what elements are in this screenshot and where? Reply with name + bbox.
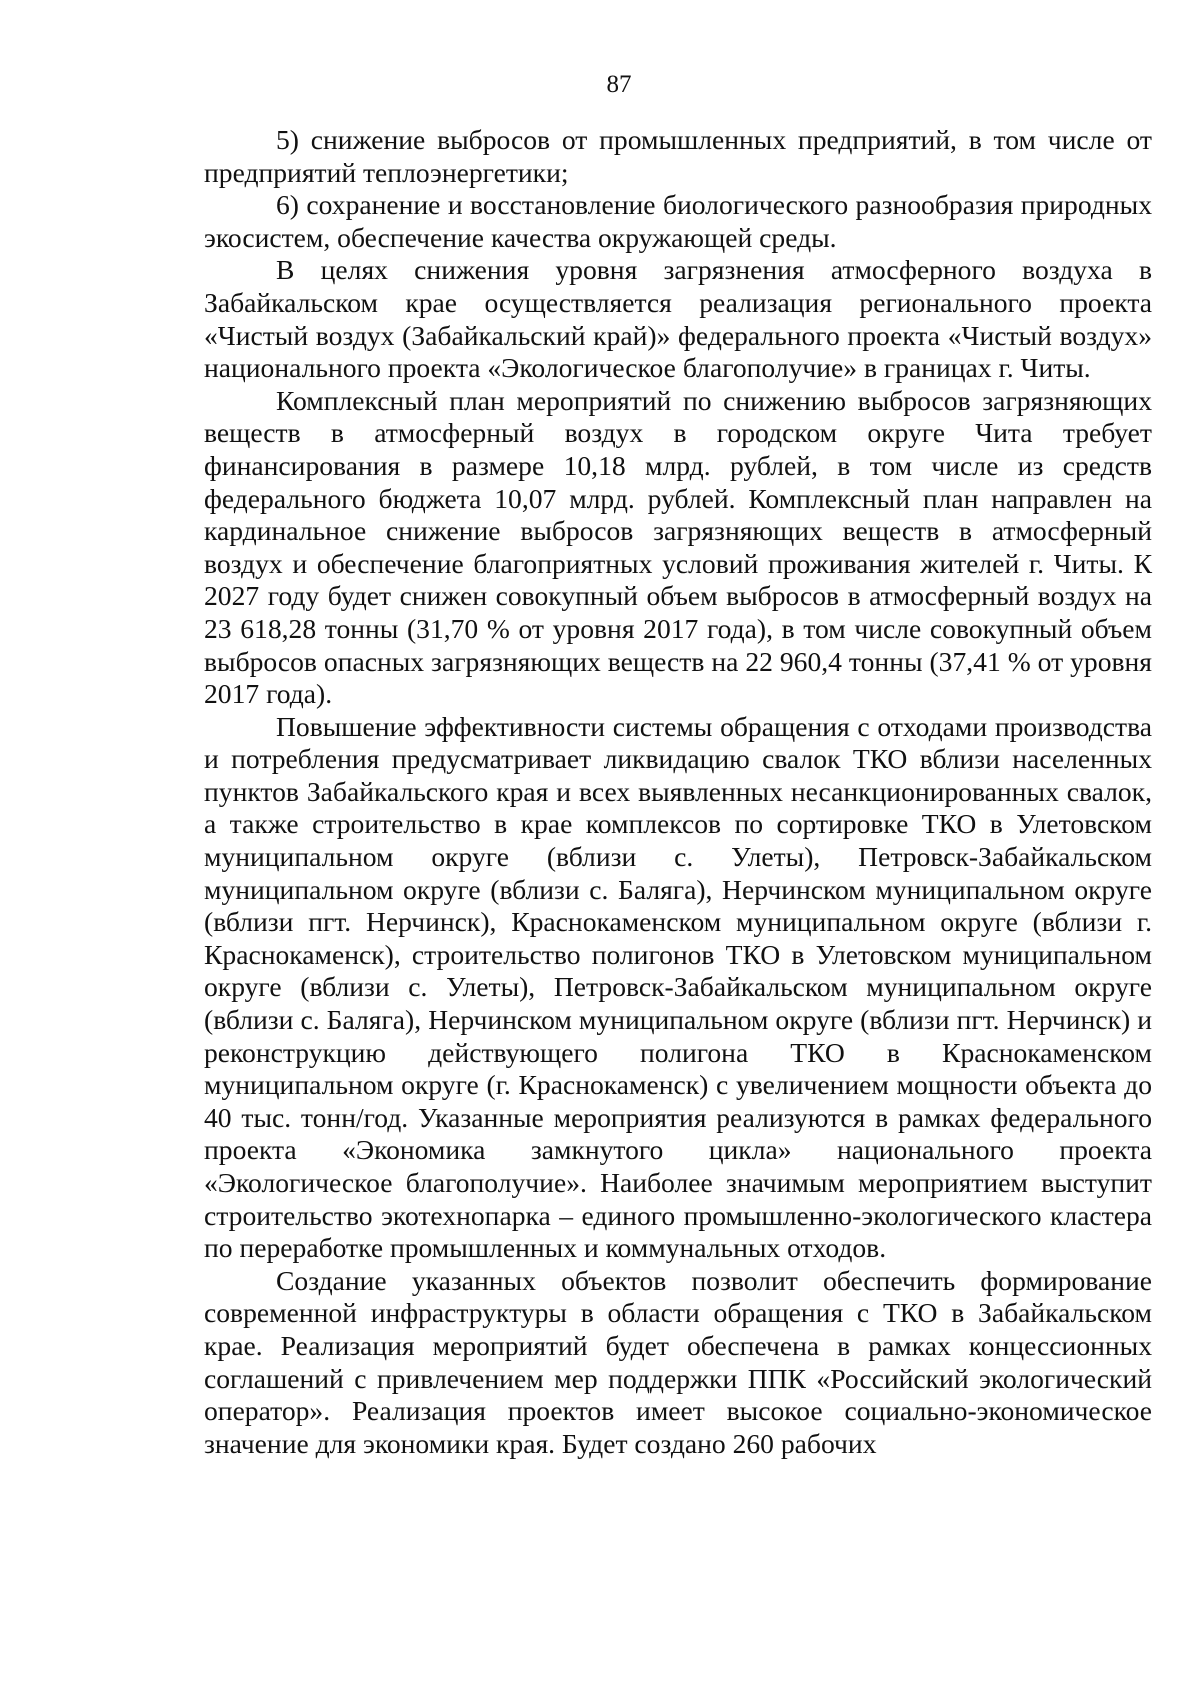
paragraph-chita-emissions-plan: Комплексный план мероприятий по снижению выбросов загрязняющих веществ в атмосферный воздух в городском округе Чита требует финансирования в размере 10,18 млрд. рублей, в том числе из средств федерального бюджета 10,07 млрд. рублей. Комплексный план направлен на кардинальное снижение выбросов загрязняющих веществ в атмосферный воздух и обеспечение благоприятных условий проживания жителей г. Читы. К 2027 году будет снижен совокупный объем выбросов в атмосферный воздух на 23 618,28 тонны (31,70 % от уровня 2017 года), в том числе совокупный объем выбросов опасных загрязняющих веществ на 22 960,4 тонны (37,41 % от уровня 2017 года). [204, 384, 1152, 710]
paragraph-item-6: 6) сохранение и восстановление биологического разнообразия природных экосистем, обеспечение качества окружающей среды. [204, 189, 1152, 253]
paragraph-clean-air-project: В целях снижения уровня загрязнения атмосферного воздуха в Забайкальском крае осуществляется реализация регионального проекта «Чистый воздух (Забайкальский край)» федерального проекта «Чистый воздух» национального проекта «Экологическое благополучие» в границах г. Читы. [204, 254, 1152, 384]
document-body [204, 124, 1152, 1460]
paragraph-waste-management: Повышение эффективности системы обращения с отходами производства и потребления предусматривает ликвидацию свалок ТКО вблизи населенных пунктов Забайкальского края и всех выявленных несанкционированных свалок, а также строительство в крае комплексов по сортировке ТКО в Улетовском муниципальном округе (вблизи с. Улеты), Петровск-Забайкальском муниципальном округе (вблизи с. Баляга), Нерчинском муниципальном округе (вблизи пгт. Нерчинск), Краснокаменском муниципальном округе (вблизи г. Краснокаменск), строительство полигонов ТКО в Улетовском муниципальном округе (вблизи с. Улеты), Петровск-Забайкальском муниципальном округе (вблизи с. Баляга), Нерчинском муниципальном округе (вблизи пгт. Нерчинск) и реконструкцию действующего полигона ТКО в Краснокаменском муниципальном округе (г. Краснокаменск) с увеличением мощности объекта до 40 тыс. тонн/год. Указанные мероприятия реализуются в рамках федерального проекта «Экономика замкнутого цикла» национального проекта «Экологическое благополучие». Наиболее значимым мероприятием выступит строительство экотехнопарка – единого промышленно-экологического кластера по переработке промышленных и коммунальных отходов. [204, 710, 1152, 1264]
page-number: 87 [606, 71, 632, 98]
paragraph-infrastructure: Создание указанных объектов позволит обеспечить формирование современной инфраструктуры в области обращения с ТКО в Забайкальском крае. Реализация мероприятий будет обеспечена в рамках концессионных соглашений с привлечением мер поддержки ППК «Российский экологический оператор». Реализация проектов имеет высокое социально-экономическое значение для экономики края. Будет создано 260 рабочих [204, 1264, 1152, 1459]
paragraph-item-5: 5) снижение выбросов от промышленных предприятий, в том числе от предприятий теплоэнергетики; [204, 124, 1152, 188]
